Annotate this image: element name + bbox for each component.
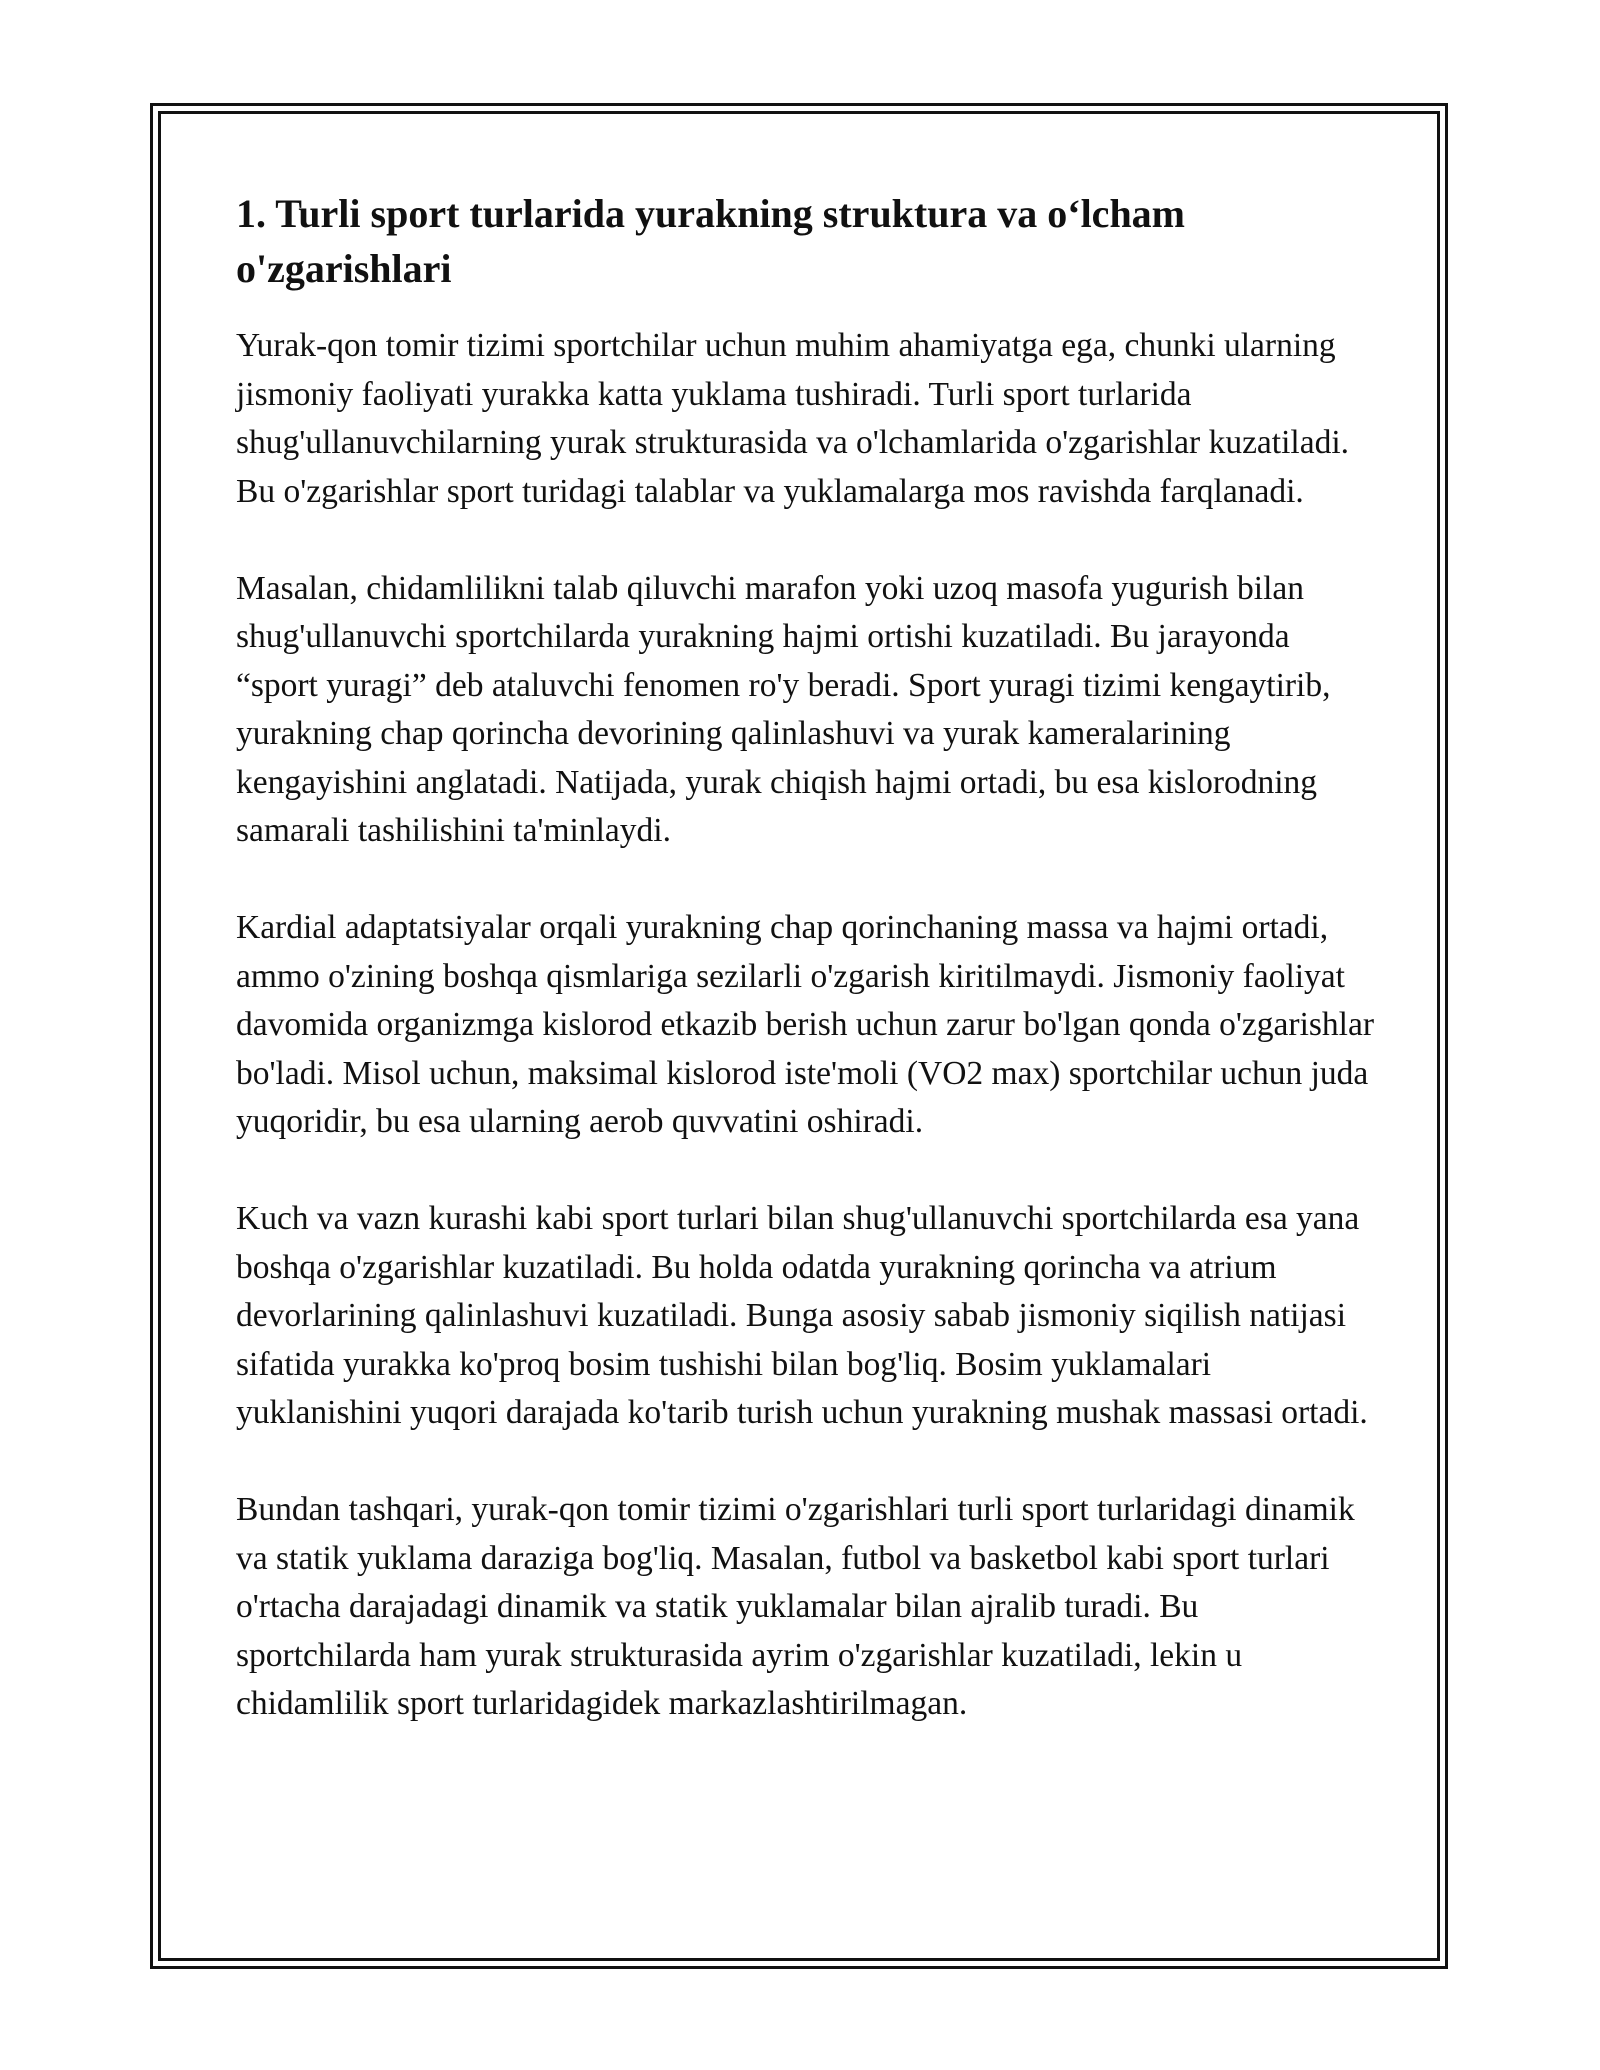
paragraph-1: Yurak-qon tomir tizimi sportchilar uchun muhim ahamiyatga ega, chunki ularning jismoniy faoliyati yurakka katta yuklama tushiradi. Turli sport turlarida shug'ullanuvchilarning yurak strukturasida va o'lchamlarida o'zgarishlar kuzatiladi. Bu o'zgarishlar sport turidagi talablar va yuklamalarga mos ravishda farqlanadi.	[236, 327, 1350, 510]
paragraph-2: Masalan, chidamlilikni talab qiluvchi marafon yoki uzoq masofa yugurish bilan shug'ullanuvchi sportchilarda yurakning hajmi ortishi kuzatiladi. Bu jarayonda “sport yuragi” deb ataluvchi fenomen ro'y beradi. Sport yuragi tizimi kengaytirib, yurakning chap qorincha devorining qalinlashuvi va yurak kameralarining kengayishini anglatadi. Natijada, yurak chiqish hajmi ortadi, bu esa kislorodning samarali tashilishini ta'minlaydi.	[236, 569, 1331, 849]
section-heading: 1. Turli sport turlarida yurakning struktura va o‘lcham o'zgarishlari	[236, 191, 1186, 291]
paragraph-3: Kardial adaptatsiyalar orqali yurakning chap qorinchaning massa va hajmi ortadi, ammo o'zining boshqa qismlariga sezilarli o'zgarish kiritilmaydi. Jismoniy faoliyat davomida organizmga kislorod etkazib berish uchun zarur bo'lgan qonda o'zgarishlar bo'ladi. Misol uchun, maksimal kislorod iste'moli (VO2 max) sportchilar uchun juda yuqoridir, bu esa ularning aerob quvvatini oshiradi.	[236, 909, 1375, 1140]
paragraph-5: Bundan tashqari, yurak-qon tomir tizimi o'zgarishlari turli sport turlaridagi dinamik va statik yuklama daraziga bog'liq. Masalan, futbol va basketbol kabi sport turlari o'rtacha darajadagi dinamik va statik yuklamalar bilan ajralib turadi. Bu sportchilarda ham yurak strukturasida ayrim o'zgarishlar kuzatiladi, lekin u chidamlilik sport turlaridagidek markazlashtirilmagan.	[236, 1491, 1355, 1722]
document-body	[236, 186, 1376, 1729]
paragraph-4: Kuch va vazn kurashi kabi sport turlari bilan shug'ullanuvchi sportchilarda esa yana boshqa o'zgarishlar kuzatiladi. Bu holda odatda yurakning qorincha va atrium devorlarining qalinlashuvi kuzatiladi. Bunga asosiy sabab jismoniy siqilish natijasi sifatida yurakka ko'proq bosim tushishi bilan bog'liq. Bosim yuklamalari yuklanishini yuqori darajada ko'tarib turish uchun yurakning mushak massasi ortadi.	[236, 1200, 1368, 1431]
